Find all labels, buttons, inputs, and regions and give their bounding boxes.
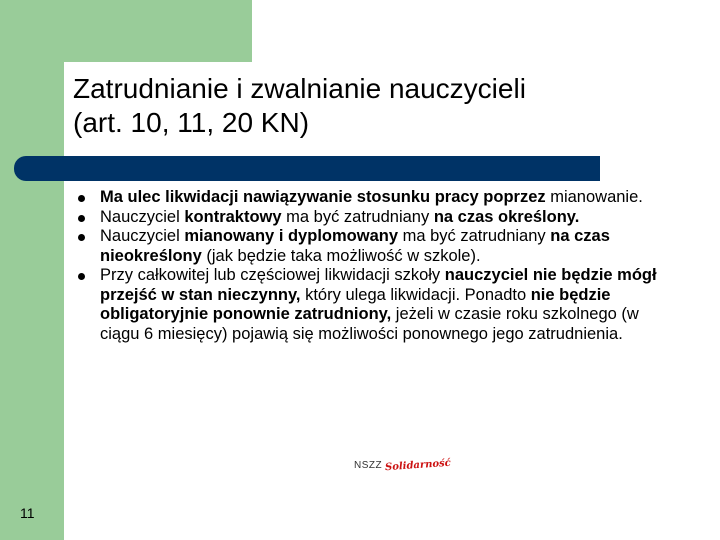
bullet-list — [78, 188, 668, 344]
bullet-text: który ulega likwidacji. Ponadto — [300, 285, 531, 304]
bullet-text: Przy całkowitej lub częściowej likwidacji szkoły — [100, 266, 445, 284]
bullet-dot-icon — [78, 273, 85, 280]
bullet-item — [78, 188, 668, 208]
slide-title-line-1: Zatrudnianie i zwalnianie nauczycieli — [73, 73, 526, 104]
page-number: 11 — [20, 505, 35, 521]
bullet-bold-text: na czas określony. — [433, 207, 580, 226]
bullet-text: jeżeli w czasie roku szkolnego (w ciągu 6 miesięcy) pojawią się możliwości ponownego jego zatrudnienia. — [100, 305, 639, 343]
title-divider-bar — [14, 156, 600, 181]
slide-title — [73, 72, 693, 140]
logo-solidarnosc-text: Solidarność — [384, 457, 452, 473]
bullet-dot-icon — [78, 195, 85, 202]
bullet-text: (jak będzie taka możliwość w szkole). — [201, 246, 481, 265]
bullet-bold-text: kontraktowy — [184, 207, 282, 226]
bullet-bold-text: nauczyciel nie będzie mógł przejść w stan nieczynny, — [100, 266, 657, 304]
bullet-dot-icon — [78, 234, 85, 241]
slide-title-line-2: (art. 10, 11, 20 KN) — [73, 107, 310, 138]
bullet-bold-text: mianowany i dyplomowany — [184, 227, 398, 245]
bullet-item — [78, 227, 668, 266]
bullet-item — [78, 266, 668, 344]
bullet-bold-text: nie będzie obligatoryjnie ponownie zatrudniony, — [100, 285, 611, 323]
bullet-text: Nauczyciel — [100, 227, 185, 245]
bullet-bold-text: na czas nieokreślony — [100, 227, 610, 265]
logo-nszz-text: NSZZ — [354, 459, 383, 471]
bullet-dot-icon — [78, 215, 85, 222]
bullet-item — [78, 208, 668, 228]
nszz-solidarnosc-logo — [354, 456, 451, 474]
bullet-text: ma być zatrudniany — [281, 207, 434, 226]
bullet-text: mianowanie. — [545, 188, 643, 206]
bullet-text: ma być zatrudniany — [398, 227, 551, 245]
bullet-text: Nauczyciel — [100, 207, 185, 226]
bullet-bold-text: Ma ulec likwidacji nawiązywanie stosunku pracy poprzez — [100, 188, 546, 206]
